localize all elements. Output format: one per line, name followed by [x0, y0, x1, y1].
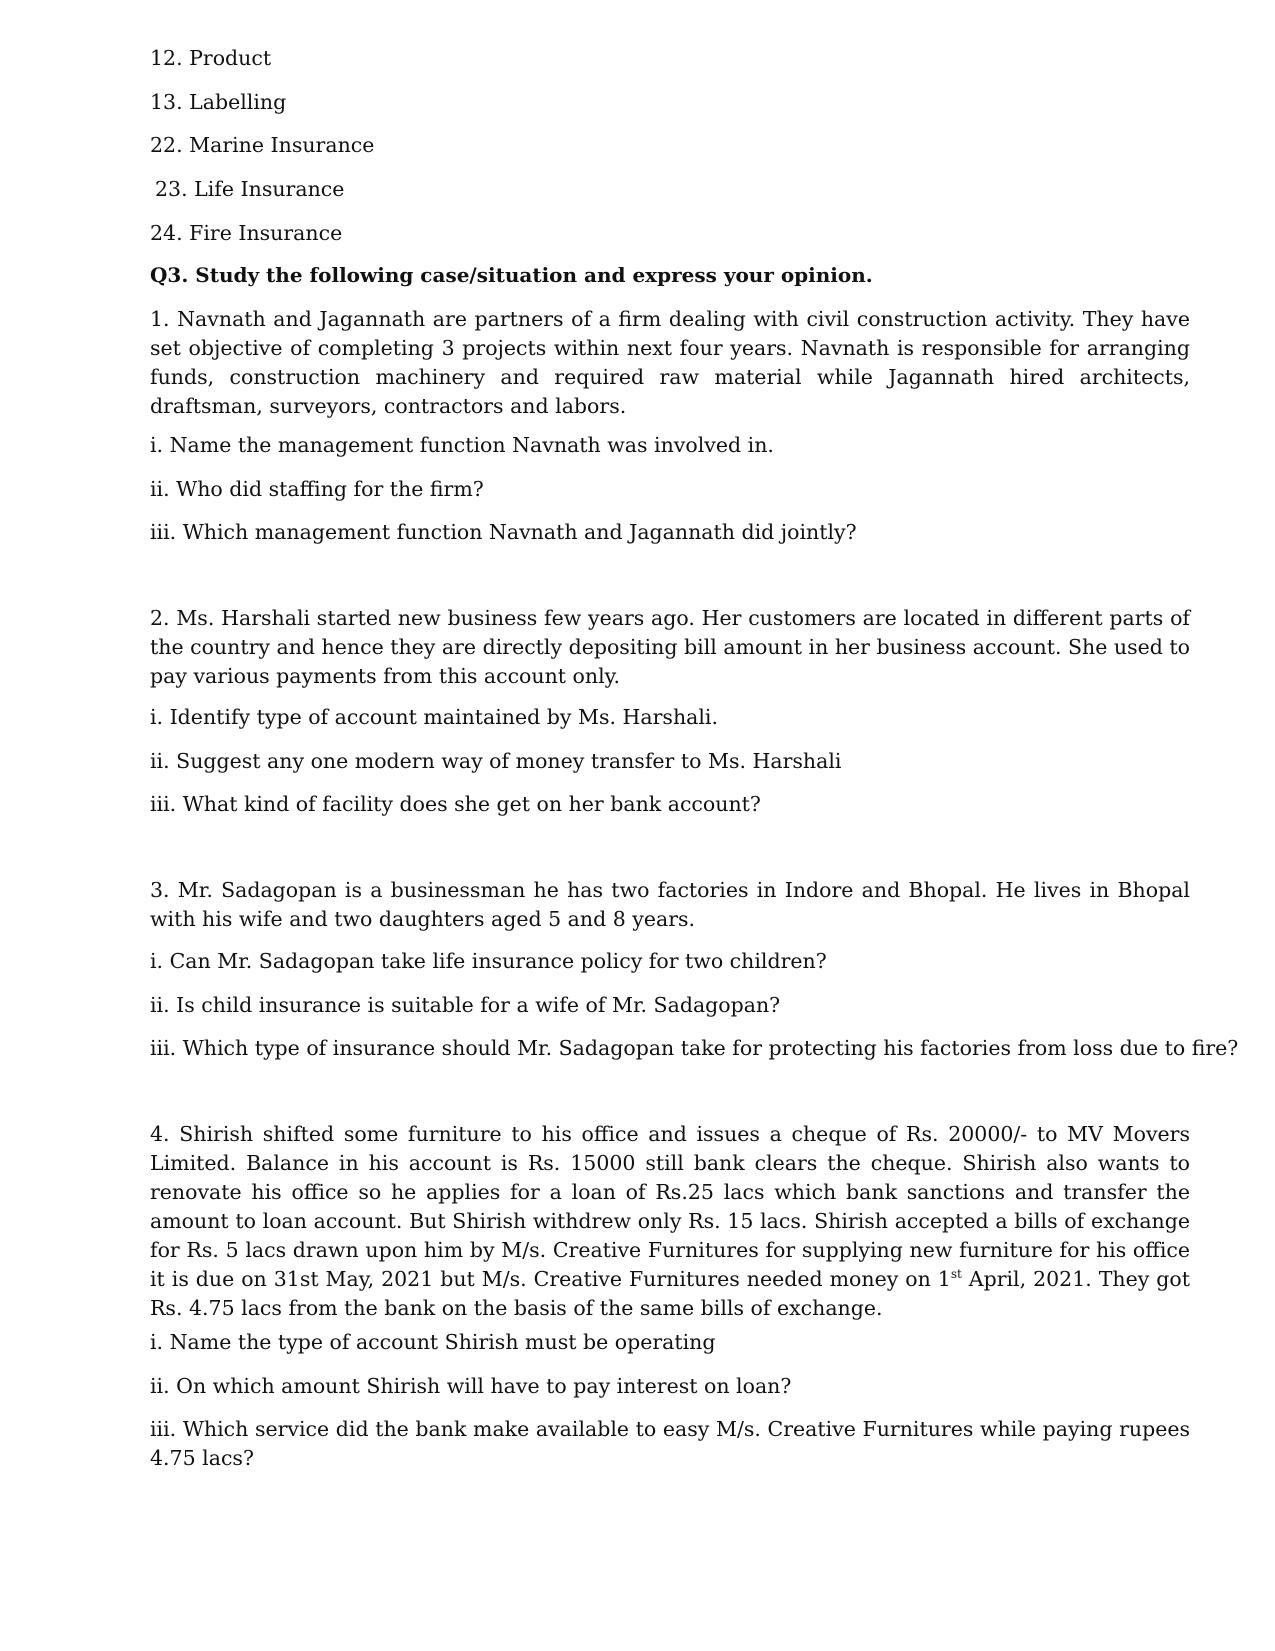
case-paragraph: 1. Navnath and Jagannath are partners of a firm dealing with civil construction activity. They have set objective of completing 3 projects within next four years. Navnath is responsible for arranging funds, construction machinery and required raw material while Jagannath hired architects, draftsman, surveyors, contractors and labors. [150, 307, 1190, 418]
case-paragraph [150, 1120, 1190, 1323]
question-item: ii. Suggest any one modern way of money transfer to Ms. Harshali [150, 749, 842, 773]
ordinal-superscript: st [950, 1267, 962, 1282]
list-item: 24. Fire Insurance [150, 221, 343, 245]
question-item: ii. Is child insurance is suitable for a wife of Mr. Sadagopan? [150, 993, 781, 1017]
question-item: i. Can Mr. Sadagopan take life insurance policy for two children? [150, 949, 827, 973]
question-item: i. Identify type of account maintained by Ms. Harshali. [150, 705, 718, 729]
question-item: iii. Which service did the bank make available to easy M/s. Creative Furnitures while paying rupees 4.75 lacs? [150, 1417, 1190, 1470]
question-item: i. Name the management function Navnath was involved in. [150, 433, 774, 457]
case-paragraph: 2. Ms. Harshali started new business few years ago. Her customers are located in different parts of the country and hence they are directly depositing bill amount in her business account. She used to pay various payments from this account only. [150, 606, 1190, 688]
question-item: ii. On which amount Shirish will have to pay interest on loan? [150, 1374, 792, 1398]
list-item: 13. Labelling [150, 90, 287, 114]
list-item: 22. Marine Insurance [150, 133, 375, 157]
question-item: iii. Which type of insurance should Mr. Sadagopan take for protecting his factories from loss due to fire? [150, 1036, 1239, 1060]
section-heading: Q3. Study the following case/situation and express your opinion. [150, 263, 873, 287]
question-item: iii. What kind of facility does she get on her bank account? [150, 792, 761, 816]
question-item: iii. Which management function Navnath and Jagannath did jointly? [150, 520, 857, 544]
question-item: ii. Who did staffing for the firm? [150, 477, 484, 501]
list-item: 23. Life Insurance [155, 177, 345, 201]
case-text-part: April, 2021. They got Rs. 4.75 lacs from the bank on the basis of the same bills of exchange. [150, 1267, 1191, 1320]
case-text-part: 4. Shirish shifted some furniture to his office and issues a cheque of Rs. 20000/- to MV Movers Limited. Balance in his account is Rs. 15000 still bank clears the cheque. Shirish also wants to renovate his office so he applies for a loan of Rs.25 lacs which bank sanctions and transfer the amount to loan account. But Shirish withdrew only Rs. 15 lacs. Shirish accepted a bills of exchange for Rs. 5 lacs drawn upon him by M/s. Creative Furnitures for supplying new furniture for his office it is due on 31st May, 2021 but M/s. Creative Furnitures needed money on 1 [150, 1122, 1190, 1291]
case-paragraph: 3. Mr. Sadagopan is a businessman he has two factories in Indore and Bhopal. He lives in Bhopal with his wife and two daughters aged 5 and 8 years. [150, 878, 1190, 931]
list-item: 12. Product [150, 46, 272, 70]
question-item: i. Name the type of account Shirish must be operating [150, 1330, 716, 1354]
